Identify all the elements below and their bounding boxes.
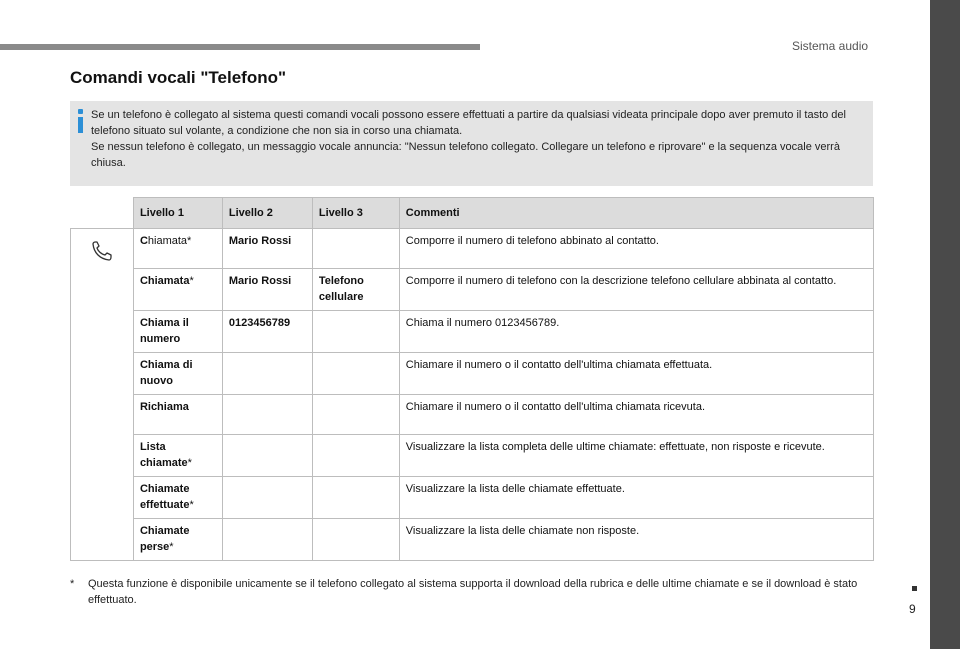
- phone-icon: [90, 239, 114, 263]
- page-title: Comandi vocali "Telefono": [70, 68, 287, 87]
- info-box: [70, 101, 873, 186]
- table-header-row: [71, 198, 874, 229]
- level1-cell: Chiama il numero: [133, 311, 222, 353]
- table-row: [71, 519, 874, 561]
- table-header-level3: Livello 3: [312, 198, 399, 229]
- level3-cell: [312, 395, 399, 435]
- level3-cell: [312, 477, 399, 519]
- level3-cell: [312, 519, 399, 561]
- comment-cell: Comporre il numero di telefono con la descrizione telefono cellulare abbinata al contatto.: [399, 269, 873, 311]
- icon-cell: [71, 229, 134, 561]
- table-row: [71, 477, 874, 519]
- comment-cell: Chiama il numero 0123456789.: [399, 311, 873, 353]
- table-row: [71, 435, 874, 477]
- section-label: Sistema audio: [792, 39, 869, 53]
- level1-cell: Richiama: [133, 395, 222, 435]
- level1-cell: Lista chiamate*: [133, 435, 222, 477]
- info-text-1: Se un telefono è collegato al sistema questi comandi vocali possono essere effettuati a partire da qualsiasi videata principale dopo aver premuto il tasto del telefono situato sul volante, a condizione che non sia in corso una chiamata.: [91, 109, 846, 137]
- level3-cell: [312, 435, 399, 477]
- level3-cell: [312, 229, 399, 269]
- level1-cell: Chiamate perse*: [133, 519, 222, 561]
- comment-cell: Visualizzare la lista delle chiamate non risposte.: [399, 519, 873, 561]
- header-rule: [0, 44, 480, 50]
- level3-cell: [312, 353, 399, 395]
- comment-cell: Visualizzare la lista delle chiamate effettuate.: [399, 477, 873, 519]
- page-marker: [912, 586, 917, 591]
- table-row: [71, 395, 874, 435]
- table-header-level2: Livello 2: [222, 198, 312, 229]
- page-number: 9: [909, 602, 916, 616]
- level3-cell: [312, 311, 399, 353]
- level2-cell: Mario Rossi: [222, 269, 312, 311]
- table-header-comments: Commenti: [399, 198, 873, 229]
- side-tab-bar: [930, 0, 960, 649]
- level3-cell: Telefono cellulare: [312, 269, 399, 311]
- level1-cell: Chiamata*: [133, 269, 222, 311]
- level2-cell: [222, 435, 312, 477]
- level2-cell: [222, 353, 312, 395]
- level2-cell: Mario Rossi: [222, 229, 312, 269]
- comment-cell: Chiamare il numero o il contatto dell'ultima chiamata effettuata.: [399, 353, 873, 395]
- table-row: [71, 269, 874, 311]
- info-text-2: Se nessun telefono è collegato, un messaggio vocale annuncia: "Nessun telefono collegato. Collegare un telefono e riprovare" e la sequenza vocale verrà chiusa.: [91, 141, 840, 169]
- footnote-text: Questa funzione è disponibile unicamente se il telefono collegato al sistema supporta il download della rubrica e delle ultime chiamate e se il download è stato effettuato.: [88, 578, 858, 606]
- level2-cell: [222, 477, 312, 519]
- commands-table: [70, 197, 874, 561]
- level2-cell: [222, 395, 312, 435]
- table-row: [71, 229, 874, 269]
- level1-cell: Chiamata*: [133, 229, 222, 269]
- comment-cell: Chiamare il numero o il contatto dell'ultima chiamata ricevuta.: [399, 395, 873, 435]
- level2-cell: [222, 519, 312, 561]
- level1-cell: Chiama di nuovo: [133, 353, 222, 395]
- footnote: [70, 576, 870, 608]
- table-header-blank: [71, 198, 134, 229]
- footnote-marker: *: [70, 578, 75, 590]
- table-header-level1: Livello 1: [133, 198, 222, 229]
- table-row: [71, 311, 874, 353]
- comment-cell: Visualizzare la lista completa delle ultime chiamate: effettuate, non risposte e ricevute.: [399, 435, 873, 477]
- table-row: [71, 353, 874, 395]
- level1-cell: Chiamate effettuate*: [133, 477, 222, 519]
- level2-cell: 0123456789: [222, 311, 312, 353]
- info-icon: [76, 109, 85, 133]
- comment-cell: Comporre il numero di telefono abbinato al contatto.: [399, 229, 873, 269]
